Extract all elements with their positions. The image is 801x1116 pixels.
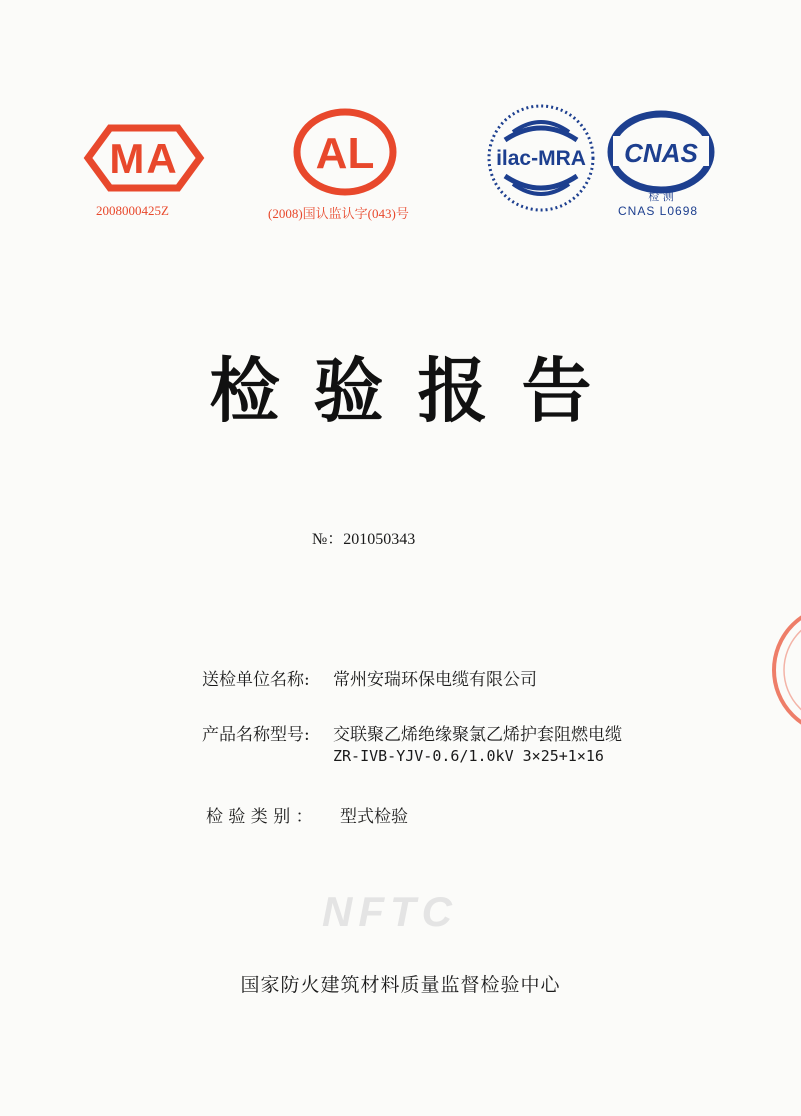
unit-label: 送检单位名称:	[202, 670, 310, 690]
cal-logo-text: AL	[315, 129, 375, 178]
ilac-mra-logo	[485, 102, 597, 214]
cma-caption: 2008000425Z	[96, 203, 169, 218]
unit-value: 常州安瑞环保电缆有限公司	[333, 670, 537, 690]
type-label: 检 验 类 别 ：	[206, 807, 313, 827]
nftc-watermark: NFTC	[322, 888, 458, 935]
cal-caption: (2008)国认监认字(043)号	[268, 206, 409, 221]
cnas-sub-text: 检 测	[648, 190, 674, 203]
product-value: 交联聚乙烯绝缘聚氯乙烯护套阻燃电缆	[333, 725, 622, 745]
type-value: 型式检验	[340, 807, 408, 827]
report-number: №：201050343	[312, 531, 416, 548]
cnas-logo	[605, 108, 717, 204]
official-stamp	[758, 600, 801, 740]
cnas-logo-text: CNAS	[624, 138, 698, 168]
cma-logo	[80, 118, 208, 198]
report-title: 检验报告	[209, 349, 626, 432]
cnas-caption: CNAS L0698	[618, 204, 699, 218]
product-label: 产品名称型号:	[202, 725, 310, 745]
product-model: ZR-IVB-YJV-0.6/1.0kV 3×25+1×16	[333, 747, 604, 765]
cal-logo	[290, 104, 400, 200]
ilac-mra-text: ilac-MRA	[496, 147, 586, 170]
issuer-name: 国家防火建筑材料质量监督检验中心	[240, 974, 561, 996]
cma-logo-text: MA	[109, 135, 179, 182]
